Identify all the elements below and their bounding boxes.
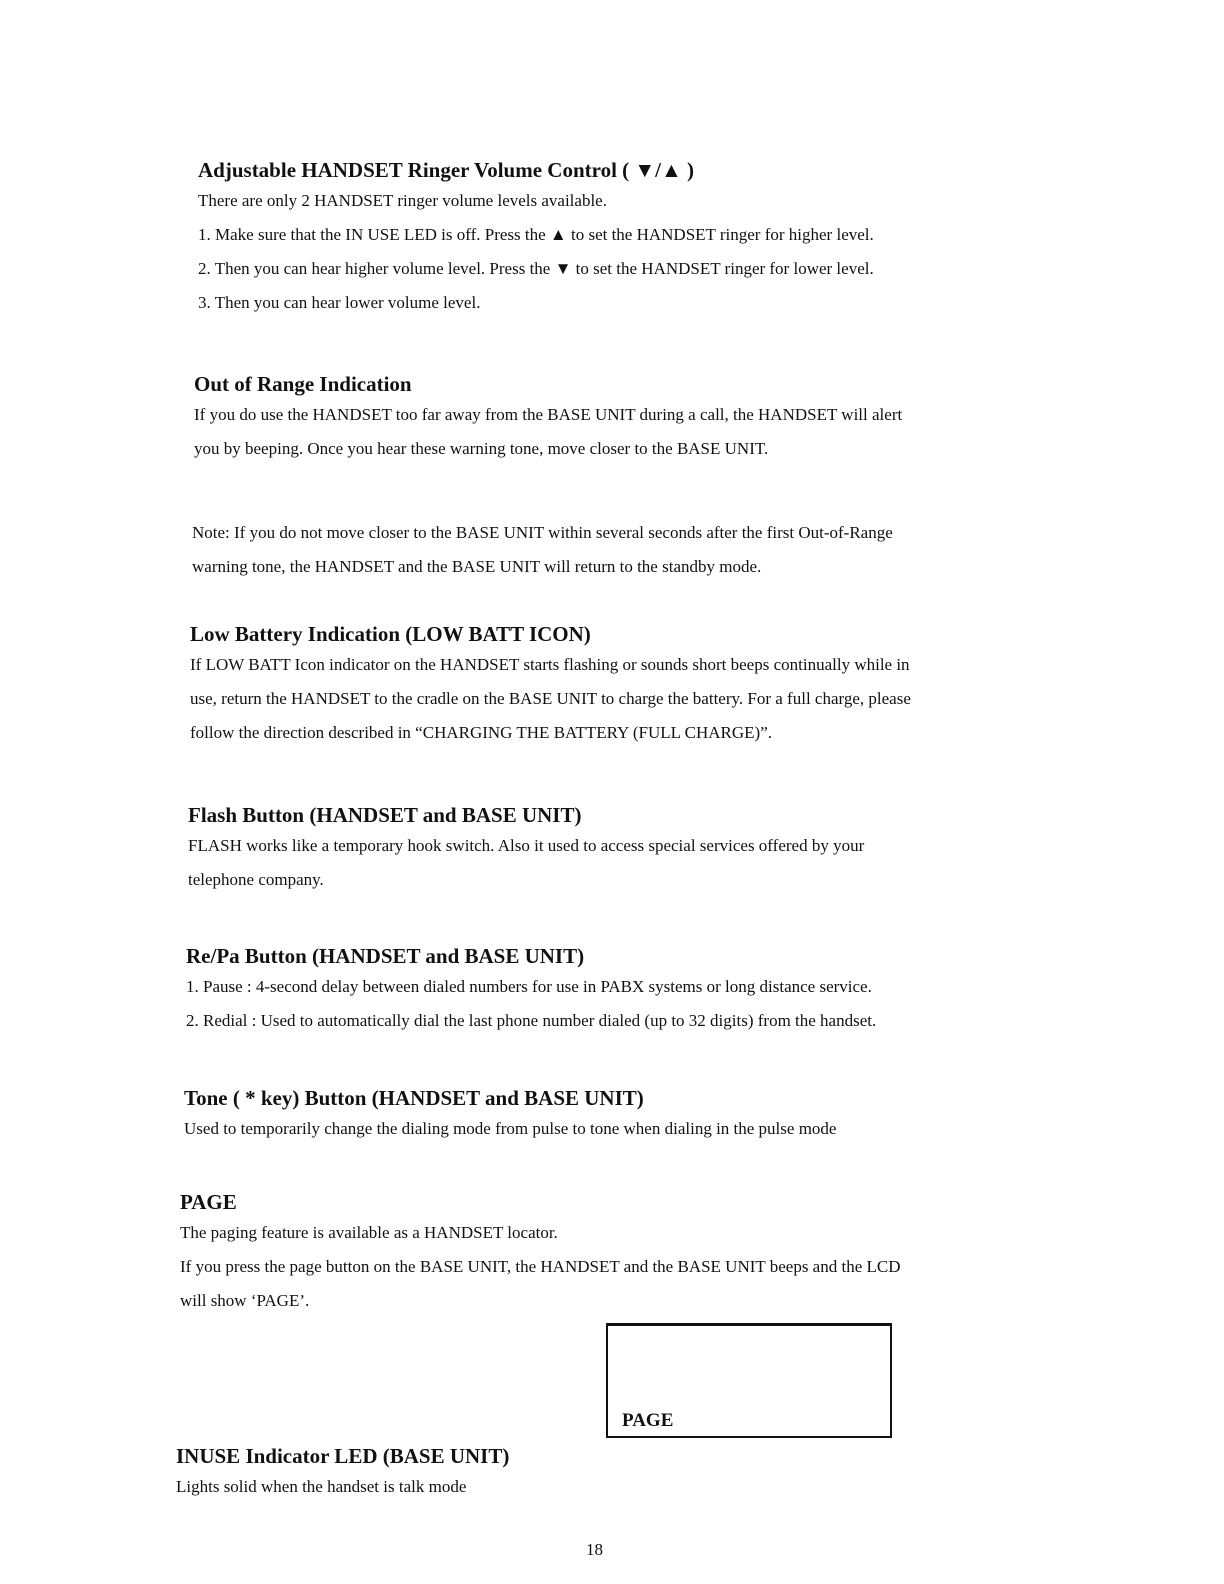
- body-line: Used to temporarily change the dialing mode from pulse to tone when dialing in the pulse mode: [184, 1119, 837, 1138]
- body-line: warning tone, the HANDSET and the BASE UNIT will return to the standby mode.: [192, 557, 762, 576]
- body-line: FLASH works like a temporary hook switch. Also it used to access special services offered by your: [188, 836, 865, 855]
- body-line: If LOW BATT Icon indicator on the HANDSET starts flashing or sounds short beeps continually while in: [190, 655, 910, 674]
- lcd-text: PAGE: [622, 1410, 674, 1431]
- section-heading: Out of Range Indication: [194, 372, 412, 396]
- body-line: 3. Then you can hear lower volume level.: [198, 293, 481, 312]
- section-inuse-led: [176, 1442, 509, 1504]
- section-heading: Flash Button (HANDSET and BASE UNIT): [188, 803, 582, 827]
- body-line: 1. Make sure that the IN USE LED is off. Press the ▲ to set the HANDSET ringer for higher level.: [198, 225, 874, 244]
- section-low-battery: [190, 620, 911, 750]
- page-number: 18: [586, 1540, 603, 1559]
- body-line: 1. Pause : 4-second delay between dialed numbers for use in PABX systems or long distance service.: [186, 977, 872, 996]
- section-page: [180, 1188, 901, 1318]
- body-line: If you do use the HANDSET too far away from the BASE UNIT during a call, the HANDSET will alert: [194, 405, 903, 424]
- body-line: will show ‘PAGE’.: [180, 1291, 310, 1310]
- body-line: If you press the page button on the BASE UNIT, the HANDSET and the BASE UNIT beeps and the LCD: [180, 1257, 901, 1276]
- body-line: you by beeping. Once you hear these warning tone, move closer to the BASE UNIT.: [194, 439, 769, 458]
- section-heading: PAGE: [180, 1190, 237, 1214]
- body-line: use, return the HANDSET to the cradle on the BASE UNIT to charge the battery. For a full charge, please: [190, 689, 911, 708]
- section-heading: Low Battery Indication (LOW BATT ICON): [190, 622, 591, 646]
- body-line: follow the direction described in “CHARGING THE BATTERY (FULL CHARGE)”.: [190, 723, 773, 742]
- section-repa-button: [186, 942, 876, 1038]
- section-out-of-range: [194, 370, 902, 466]
- body-line: Lights solid when the handset is talk mode: [176, 1477, 467, 1496]
- section-ringer-volume: [198, 156, 874, 320]
- body-line: 2. Redial : Used to automatically dial the last phone number dialed (up to 32 digits) from the handset.: [186, 1011, 877, 1030]
- lcd-display: [606, 1323, 892, 1438]
- body-line: 2. Then you can hear higher volume level. Press the ▼ to set the HANDSET ringer for lower level.: [198, 259, 874, 278]
- section-note: [192, 516, 893, 584]
- body-line: Note: If you do not move closer to the BASE UNIT within several seconds after the first Out-of-Range: [192, 523, 893, 542]
- body-line: The paging feature is available as a HANDSET locator.: [180, 1223, 558, 1242]
- section-flash-button: [188, 801, 864, 897]
- section-heading: INUSE Indicator LED (BASE UNIT): [176, 1444, 510, 1468]
- section-heading: Adjustable HANDSET Ringer Volume Control ( ▼/▲ ): [198, 158, 695, 182]
- section-heading: Tone ( * key) Button (HANDSET and BASE UNIT): [184, 1086, 644, 1110]
- section-tone-button: [184, 1084, 836, 1146]
- section-heading: Re/Pa Button (HANDSET and BASE UNIT): [186, 944, 585, 968]
- body-line: telephone company.: [188, 870, 324, 889]
- body-line: There are only 2 HANDSET ringer volume levels available.: [198, 191, 607, 210]
